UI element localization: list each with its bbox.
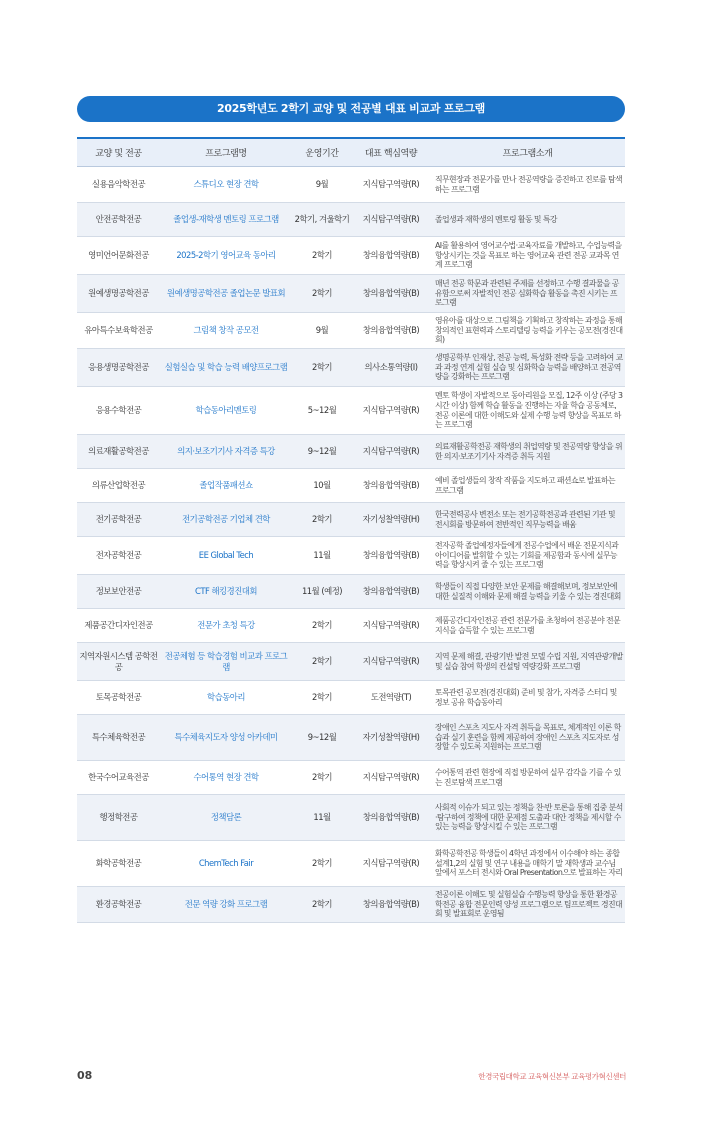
program-cell[interactable]: EE Global Tech: [160, 537, 292, 575]
header-competency: 대표 핵심역량: [352, 138, 430, 167]
dept-cell: 영미언어문화전공: [77, 237, 160, 275]
dept-cell: 지역자원시스템 공학전공: [77, 643, 160, 681]
competency-cell: 지식탐구역량(R): [352, 841, 430, 887]
competency-cell: 지식탐구역량(R): [352, 387, 430, 435]
table-row: [77, 761, 625, 795]
period-cell: 2학기: [292, 237, 352, 275]
program-cell[interactable]: 전문 역량 강화 프로그램: [160, 887, 292, 923]
description-cell: 한국전력공사 변전소 또는 전기공학전공과 관련된 기관 및 전시회를 방문하여 전반적인 직무능력을 배움: [430, 503, 625, 537]
period-cell: 2학기: [292, 761, 352, 795]
program-cell[interactable]: 학습동아리: [160, 681, 292, 715]
description-cell: 토목관련 공모전(경진대회) 준비 및 참가, 자격증 스터디 및 정보 공유 학습동아리: [430, 681, 625, 715]
program-cell[interactable]: 학습동아리멘토링: [160, 387, 292, 435]
period-cell: 9~12월: [292, 715, 352, 761]
publisher: 한경국립대학교 교육혁신본부 교육평가혁신센터: [478, 1072, 626, 1081]
dept-cell: 환경공학전공: [77, 887, 160, 923]
period-cell: 9월: [292, 313, 352, 349]
dept-cell: 제품공간디자인전공: [77, 609, 160, 643]
competency-cell: 지식탐구역량(R): [352, 203, 430, 237]
description-cell: 매년 전공 학문과 관련된 주제를 선정하고 수행 결과물을 공유함으로써 자발적인 전공 심화학습 활동을 촉진 시키는 프로그램: [430, 275, 625, 313]
dept-cell: 실용음악학전공: [77, 167, 160, 203]
description-cell: 예비 졸업생들의 창작 작품을 지도하고 패션쇼로 발표하는 프로그램: [430, 469, 625, 503]
competency-cell: 창의융합역량(B): [352, 237, 430, 275]
competency-cell: 지식탐구역량(R): [352, 167, 430, 203]
dept-cell: 응용수학전공: [77, 387, 160, 435]
description-cell: 수어통역 관련 현장에 직접 방문하여 실무 감각을 기를 수 있는 진로탐색 프로그램: [430, 761, 625, 795]
program-cell[interactable]: 졸업생-재학생 멘토링 프로그램: [160, 203, 292, 237]
page-title: 2025학년도 2학기 교양 및 전공별 대표 비교과 프로그램: [77, 96, 625, 122]
program-cell[interactable]: 그림책 창작 공모전: [160, 313, 292, 349]
program-cell[interactable]: 2025-2학기 영어교육 동아리: [160, 237, 292, 275]
period-cell: 9~12월: [292, 435, 352, 469]
description-cell: 사회적 이슈가 되고 있는 정책을 찬·반 토론을 통해 집중 분석·탐구하여 정책에 대한 문제점 도출과 대안 정책을 제시할 수 있는 능력을 향상시킬 수 있는 프로그램: [430, 795, 625, 841]
period-cell: 10월: [292, 469, 352, 503]
description-cell: 의료재활공학전공 재학생의 취업역량 및 전공역량 향상을 위한 의지·보조기기사 자격증 취득 지원: [430, 435, 625, 469]
description-cell: 생명공학부 인재상, 전공 능력, 특성화 전략 등을 고려하여 교과 과정 연계 실험 실습 및 심화학습 능력을 배양하고 전공역량을 강화하는 프로그램: [430, 349, 625, 387]
description-cell: 전자공학 졸업예정자들에게 전공수업에서 배운 전문지식과 아이디어를 발휘할 수 있는 기회를 제공함과 동시에 실무능력을 향상시켜 줄 수 있는 프로그램: [430, 537, 625, 575]
table-row: [77, 387, 625, 435]
table-row: [77, 609, 625, 643]
competency-cell: 창의융합역량(B): [352, 575, 430, 609]
period-cell: 11월: [292, 537, 352, 575]
program-cell[interactable]: 전문가 초청 특강: [160, 609, 292, 643]
program-cell[interactable]: 전기공학전공 기업체 견학: [160, 503, 292, 537]
table-row: [77, 887, 625, 923]
table-row: [77, 715, 625, 761]
description-cell: 장애인 스포츠 지도사 자격 취득을 목표로, 체계적인 이론 학습과 실기 훈련을 함께 제공하여 장애인 스포츠 지도자로 성장할 수 있도록 지원하는 프로그램: [430, 715, 625, 761]
header-period: 운영기간: [292, 138, 352, 167]
competency-cell: 지식탐구역량(R): [352, 435, 430, 469]
description-cell: 졸업생과 재학생의 멘토링 활동 및 특강: [430, 203, 625, 237]
header-program: 프로그램명: [160, 138, 292, 167]
table-header-row: [77, 138, 625, 167]
description-cell: 학생들이 직접 다양한 보안 문제를 해결해보며, 정보보안에 대한 실질적 이해와 문제 해결 능력을 키울 수 있는 경진대회: [430, 575, 625, 609]
period-cell: 2학기: [292, 275, 352, 313]
program-table: [77, 137, 625, 923]
competency-cell: 창의융합역량(B): [352, 537, 430, 575]
description-cell: 직무현장과 전문가를 만나 전공역량을 증진하고 진로를 탐색하는 프로그램: [430, 167, 625, 203]
table-row: [77, 469, 625, 503]
table-row: [77, 841, 625, 887]
description-cell: 지역 문제 해결, 관광기반 발전 모델 수립 지원, 지역관광개발 및 실습 참여 학생의 컨설팅 역량강화 프로그램: [430, 643, 625, 681]
dept-cell: 특수체육학전공: [77, 715, 160, 761]
table-row: [77, 203, 625, 237]
competency-cell: 창의융합역량(B): [352, 313, 430, 349]
period-cell: 2학기, 겨울학기: [292, 203, 352, 237]
program-cell[interactable]: 정책담론: [160, 795, 292, 841]
description-cell: 화학공학전공 학생들이 4학년 과정에서 이수해야 하는 종합설계1,2의 실험 및 연구 내용을 매학기 말 재학생과 교수님 앞에서 포스터 전시와 Oral Presentation으로 발표하는 자리: [430, 841, 625, 887]
competency-cell: 지식탐구역량(R): [352, 761, 430, 795]
competency-cell: 자기성찰역량(H): [352, 715, 430, 761]
dept-cell: 정보보안전공: [77, 575, 160, 609]
program-cell[interactable]: 졸업작품패션쇼: [160, 469, 292, 503]
competency-cell: 의사소통역량(I): [352, 349, 430, 387]
description-cell: AI를 활용하여 영어교수법·교육자료를 개발하고, 수업능력을 향상시키는 것을 목표로 하는 영어교육 관련 전공 교과목 연계 프로그램: [430, 237, 625, 275]
table-row: [77, 167, 625, 203]
program-cell[interactable]: 특수체육지도자 양성 아카데미: [160, 715, 292, 761]
page-number: 08: [77, 1069, 93, 1082]
table-row: [77, 237, 625, 275]
table-row: [77, 537, 625, 575]
description-cell: 전공이론 이해도 및 실험실습 수행능력 향상을 통한 환경공학전공 융합 전문인력 양성 프로그램으로 팀프로젝트 경진대회 및 발표회로 운영됨: [430, 887, 625, 923]
period-cell: 2학기: [292, 609, 352, 643]
competency-cell: 지식탐구역량(R): [352, 643, 430, 681]
period-cell: 2학기: [292, 503, 352, 537]
dept-cell: 전자공학전공: [77, 537, 160, 575]
period-cell: 2학기: [292, 841, 352, 887]
dept-cell: 원예생명공학전공: [77, 275, 160, 313]
dept-cell: 화학공학전공: [77, 841, 160, 887]
program-cell[interactable]: ChemTech Fair: [160, 841, 292, 887]
dept-cell: 행정학전공: [77, 795, 160, 841]
table-row: [77, 435, 625, 469]
table-row: [77, 643, 625, 681]
competency-cell: 자기성찰역량(H): [352, 503, 430, 537]
header-dept: 교양 및 전공: [77, 138, 160, 167]
program-cell[interactable]: 스튜디오 현장 견학: [160, 167, 292, 203]
header-description: 프로그램소개: [430, 138, 625, 167]
table-row: [77, 349, 625, 387]
period-cell: 2학기: [292, 887, 352, 923]
program-cell[interactable]: 의지·보조기기사 자격증 특강: [160, 435, 292, 469]
dept-cell: 유아특수보육학전공: [77, 313, 160, 349]
dept-cell: 전기공학전공: [77, 503, 160, 537]
dept-cell: 응용생명공학전공: [77, 349, 160, 387]
program-cell[interactable]: 실험실습 및 학습 능력 배양프로그램: [160, 349, 292, 387]
dept-cell: 의류산업학전공: [77, 469, 160, 503]
table-row: [77, 681, 625, 715]
period-cell: 11월 (예정): [292, 575, 352, 609]
dept-cell: 의료재활공학전공: [77, 435, 160, 469]
description-cell: 제품공간디자인전공 관련 전문가를 초청하여 전공분야 전문 지식을 습득할 수 있는 프로그램: [430, 609, 625, 643]
competency-cell: 창의융합역량(B): [352, 469, 430, 503]
table-row: [77, 575, 625, 609]
competency-cell: 지식탐구역량(R): [352, 609, 430, 643]
period-cell: 2학기: [292, 681, 352, 715]
competency-cell: 도전역량(T): [352, 681, 430, 715]
program-cell[interactable]: CTF 해킹경진대회: [160, 575, 292, 609]
dept-cell: 안전공학전공: [77, 203, 160, 237]
table-row: [77, 275, 625, 313]
dept-cell: 토목공학전공: [77, 681, 160, 715]
table-row: [77, 795, 625, 841]
period-cell: 2학기: [292, 349, 352, 387]
table-row: [77, 503, 625, 537]
competency-cell: 창의융합역량(B): [352, 795, 430, 841]
description-cell: 영유아를 대상으로 그림책을 기획하고 창작하는 과정을 통해 창의적인 표현력과 스토리텔링 능력을 키우는 공모전(경진대회): [430, 313, 625, 349]
period-cell: 5~12월: [292, 387, 352, 435]
period-cell: 2학기: [292, 643, 352, 681]
program-cell[interactable]: 수어통역 현장 견학: [160, 761, 292, 795]
table-row: [77, 313, 625, 349]
program-cell[interactable]: 전공체험 등 학습경험 비교과 프로그램: [160, 643, 292, 681]
competency-cell: 창의융합역량(B): [352, 887, 430, 923]
description-cell: 멘토 학생이 자발적으로 동아리원을 모집, 12주 이상 (주당 3시간 이상) 함께 학습 활동을 진행하는 자율 학습 공동체로, 전공 이론에 대한 이해도와 실제 수행 능력 향상을 목표로 하는 프로그램: [430, 387, 625, 435]
dept-cell: 한국수어교육전공: [77, 761, 160, 795]
period-cell: 9월: [292, 167, 352, 203]
period-cell: 11월: [292, 795, 352, 841]
competency-cell: 창의융합역량(B): [352, 275, 430, 313]
program-cell[interactable]: 원예생명공학전공 졸업논문 발표회: [160, 275, 292, 313]
